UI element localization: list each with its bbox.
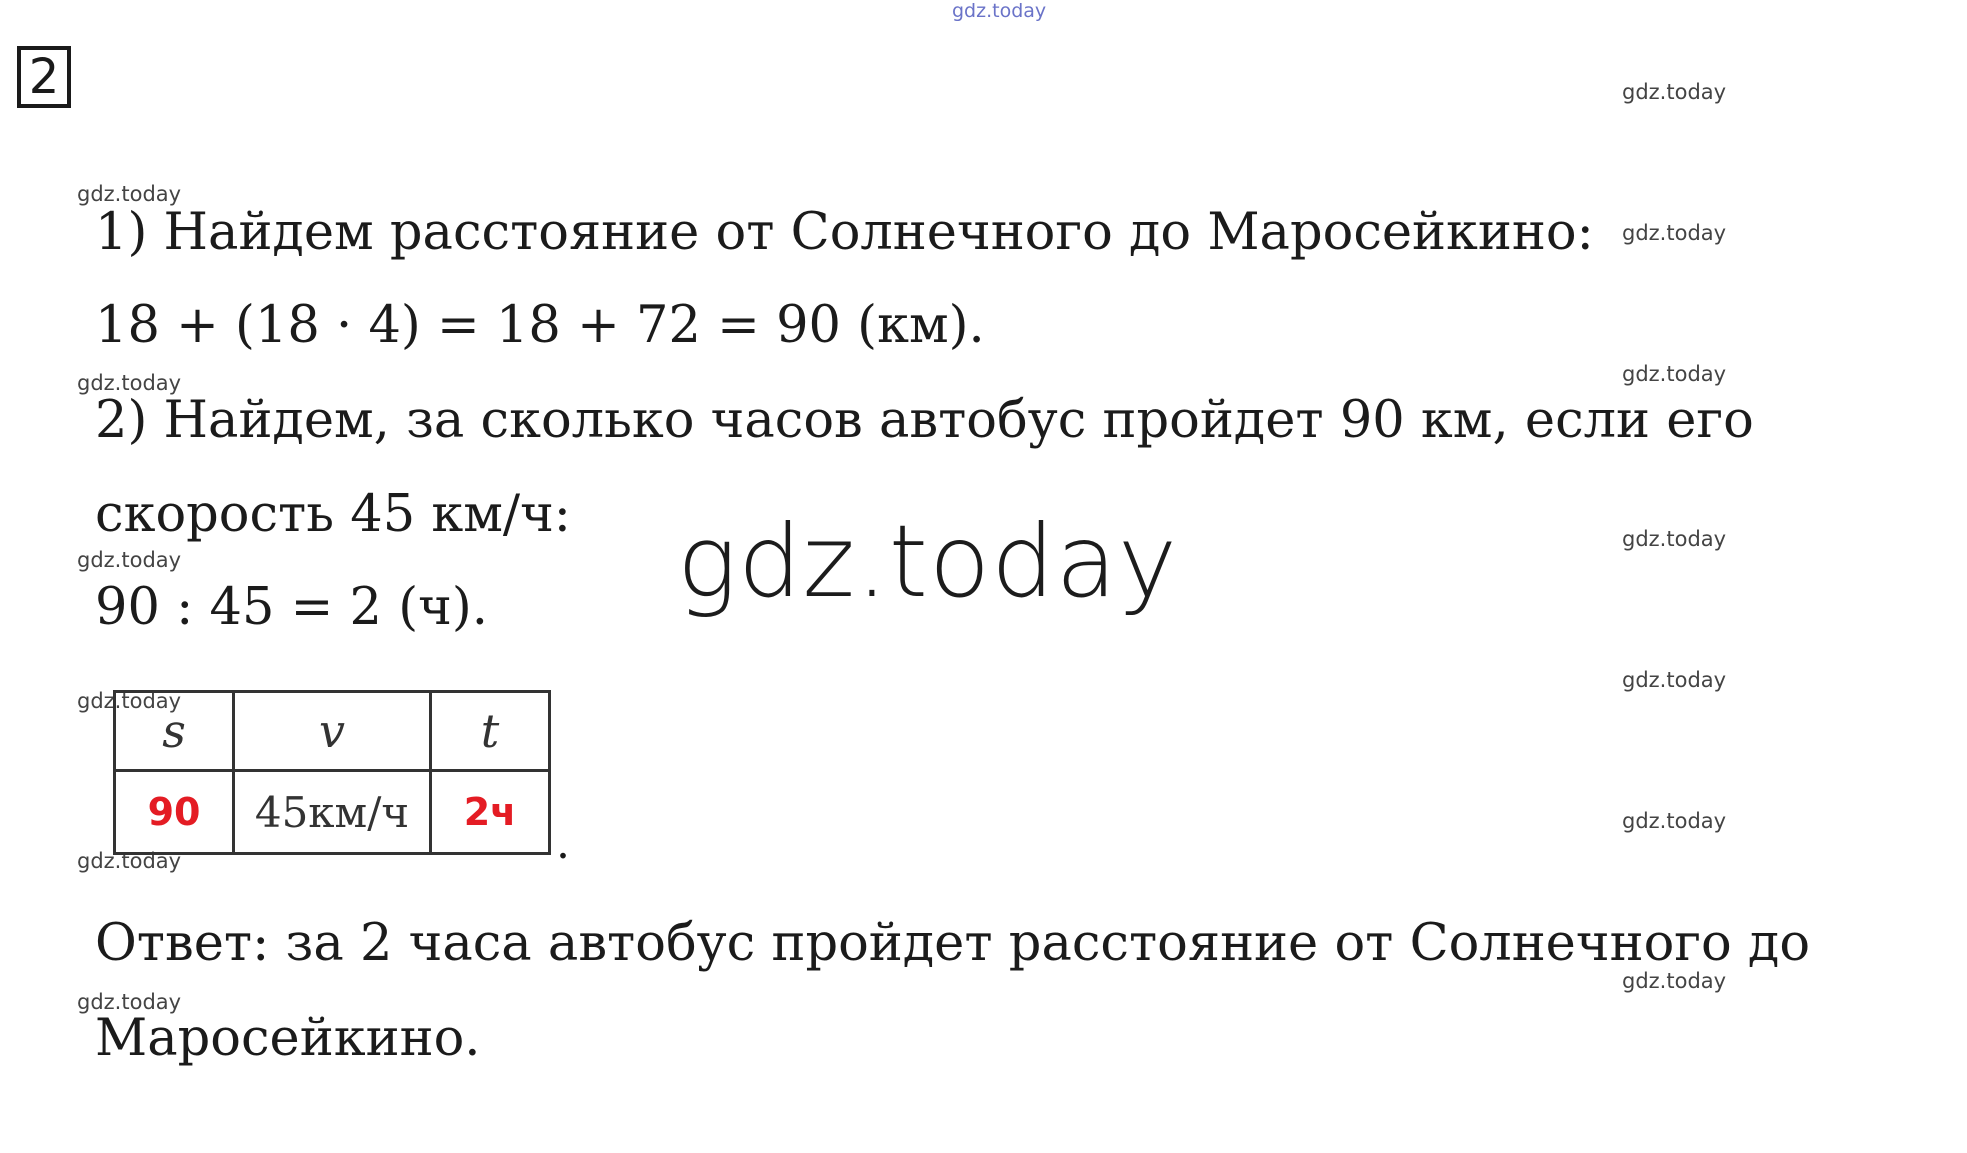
table-header-row	[115, 692, 550, 771]
step-2-text-continued: скорость 45 км/ч:	[95, 485, 571, 544]
table-trailing-period: .	[556, 818, 570, 869]
watermark-right: gdz.today	[1622, 221, 1727, 245]
watermark-right: gdz.today	[1622, 969, 1727, 993]
watermark-left: gdz.today	[77, 182, 182, 206]
calculation-1: 18 + (18 · 4) = 18 + 72 = 90 (км).	[95, 296, 985, 355]
watermark-left: gdz.today	[77, 990, 182, 1014]
answer-text: Ответ: за 2 часа автобус пройдет расстояние от Солнечного до	[95, 914, 1811, 973]
task-number: 2	[17, 46, 71, 108]
table-cell-t: 2ч	[430, 771, 549, 854]
svt-table	[113, 690, 551, 852]
table-header-s: s	[115, 692, 234, 771]
watermark-right: gdz.today	[1622, 809, 1727, 833]
watermark-left: gdz.today	[77, 849, 182, 873]
table-cell-v: 45км/ч	[234, 771, 431, 854]
answer-text-continued: Маросейкино.	[95, 1009, 481, 1068]
watermark-right: gdz.today	[1622, 80, 1727, 104]
big-watermark: gdz.today	[677, 503, 1179, 620]
top-watermark: gdz.today	[952, 0, 1047, 22]
watermark-right: gdz.today	[1622, 668, 1727, 692]
step-2-text: 2) Найдем, за сколько часов автобус пройдет 90 км, если его	[95, 391, 1754, 450]
table-header-v: v	[234, 692, 431, 771]
watermark-left: gdz.today	[77, 371, 182, 395]
table-cell-s: 90	[115, 771, 234, 854]
watermark-right: gdz.today	[1622, 527, 1727, 551]
step-1-text: 1) Найдем расстояние от Солнечного до Маросейкино:	[95, 203, 1594, 262]
calculation-2: 90 : 45 = 2 (ч).	[95, 578, 488, 637]
watermark-left: gdz.today	[77, 689, 182, 713]
watermark-left: gdz.today	[77, 548, 182, 572]
table-row	[115, 771, 550, 854]
table-header-t: t	[430, 692, 549, 771]
watermark-right: gdz.today	[1622, 362, 1727, 386]
